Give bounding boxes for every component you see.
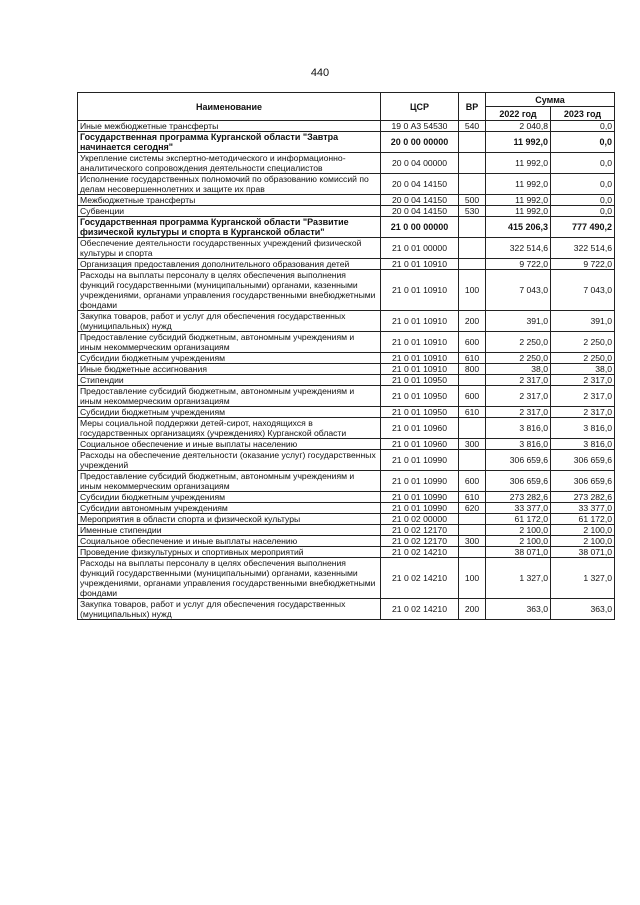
cell-vr: 530 bbox=[459, 206, 486, 217]
cell-vr: 600 bbox=[459, 332, 486, 353]
cell-csr: 21 0 01 10950 bbox=[381, 407, 459, 418]
cell-csr: 21 0 02 12170 bbox=[381, 525, 459, 536]
cell-2022: 306 659,6 bbox=[486, 450, 551, 471]
cell-2022: 38 071,0 bbox=[486, 547, 551, 558]
table-row bbox=[78, 492, 615, 503]
cell-2023: 2 317,0 bbox=[551, 386, 615, 407]
cell-vr: 610 bbox=[459, 407, 486, 418]
cell-csr: 21 0 01 10990 bbox=[381, 450, 459, 471]
cell-2022: 2 317,0 bbox=[486, 386, 551, 407]
cell-csr: 21 0 01 10960 bbox=[381, 439, 459, 450]
cell-name: Расходы на выплаты персоналу в целях обеспечения выполнения функций государственными (муниципальными) органами, казенными учреждениями, органами управления государственными внебюджетными фондами bbox=[78, 270, 381, 311]
header-year-2022: 2022 год bbox=[486, 107, 551, 121]
cell-vr: 620 bbox=[459, 503, 486, 514]
cell-csr: 21 0 02 14210 bbox=[381, 558, 459, 599]
cell-2022: 11 992,0 bbox=[486, 132, 551, 153]
table-row bbox=[78, 450, 615, 471]
cell-2023: 3 816,0 bbox=[551, 439, 615, 450]
cell-2023: 2 100,0 bbox=[551, 536, 615, 547]
cell-vr bbox=[459, 375, 486, 386]
table-header bbox=[78, 93, 615, 121]
cell-2022: 2 040,8 bbox=[486, 121, 551, 132]
cell-csr: 21 0 01 10910 bbox=[381, 353, 459, 364]
cell-csr: 20 0 04 14150 bbox=[381, 206, 459, 217]
table-row bbox=[78, 174, 615, 195]
cell-2023: 2 317,0 bbox=[551, 407, 615, 418]
cell-name: Закупка товаров, работ и услуг для обеспечения государственных (муниципальных) нужд bbox=[78, 311, 381, 332]
cell-2022: 363,0 bbox=[486, 599, 551, 620]
cell-2022: 2 250,0 bbox=[486, 332, 551, 353]
cell-csr: 21 0 02 14210 bbox=[381, 599, 459, 620]
table-row bbox=[78, 407, 615, 418]
cell-csr: 19 0 А3 54530 bbox=[381, 121, 459, 132]
cell-vr: 300 bbox=[459, 536, 486, 547]
cell-vr bbox=[459, 525, 486, 536]
cell-2023: 306 659,6 bbox=[551, 471, 615, 492]
cell-name: Государственная программа Курганской области "Развитие физической культуры и спорта в Курганской области" bbox=[78, 217, 381, 238]
table-row bbox=[78, 121, 615, 132]
cell-vr: 610 bbox=[459, 492, 486, 503]
cell-name: Расходы на обеспечение деятельности (оказание услуг) государственных учреждений bbox=[78, 450, 381, 471]
cell-vr: 800 bbox=[459, 364, 486, 375]
cell-2023: 61 172,0 bbox=[551, 514, 615, 525]
cell-2022: 3 816,0 bbox=[486, 439, 551, 450]
cell-name: Именные стипендии bbox=[78, 525, 381, 536]
cell-2022: 7 043,0 bbox=[486, 270, 551, 311]
table-row bbox=[78, 364, 615, 375]
cell-vr bbox=[459, 418, 486, 439]
table-row bbox=[78, 375, 615, 386]
cell-2023: 322 514,6 bbox=[551, 238, 615, 259]
cell-csr: 21 0 01 10910 bbox=[381, 270, 459, 311]
table-row bbox=[78, 386, 615, 407]
table-row bbox=[78, 332, 615, 353]
table-body bbox=[78, 121, 615, 620]
table-row bbox=[78, 471, 615, 492]
cell-csr: 21 0 01 10950 bbox=[381, 375, 459, 386]
cell-2022: 2 100,0 bbox=[486, 536, 551, 547]
cell-2023: 2 250,0 bbox=[551, 353, 615, 364]
cell-2022: 415 206,3 bbox=[486, 217, 551, 238]
header-csr: ЦСР bbox=[381, 93, 459, 121]
cell-vr bbox=[459, 238, 486, 259]
cell-csr: 21 0 01 10910 bbox=[381, 259, 459, 270]
cell-vr: 610 bbox=[459, 353, 486, 364]
budget-table bbox=[77, 92, 615, 620]
cell-csr: 20 0 04 14150 bbox=[381, 195, 459, 206]
cell-name: Иные бюджетные ассигнования bbox=[78, 364, 381, 375]
table-row bbox=[78, 514, 615, 525]
cell-csr: 21 0 01 10990 bbox=[381, 503, 459, 514]
cell-name: Иные межбюджетные трансферты bbox=[78, 121, 381, 132]
cell-2022: 322 514,6 bbox=[486, 238, 551, 259]
cell-2023: 1 327,0 bbox=[551, 558, 615, 599]
header-vr: ВР bbox=[459, 93, 486, 121]
cell-2022: 33 377,0 bbox=[486, 503, 551, 514]
cell-name: Укрепление системы экспертно-методического и информационно-аналитического сопровождения деятельности специалистов bbox=[78, 153, 381, 174]
cell-name: Меры социальной поддержки детей-сирот, находящихся в государственных организациях (учреждениях) Курганской области bbox=[78, 418, 381, 439]
cell-2023: 0,0 bbox=[551, 206, 615, 217]
cell-name: Расходы на выплаты персоналу в целях обеспечения выполнения функций государственными (муниципальными) органами, казенными учреждениями, органами управления государственными внебюджетными фондами bbox=[78, 558, 381, 599]
cell-csr: 20 0 00 00000 bbox=[381, 132, 459, 153]
cell-2022: 11 992,0 bbox=[486, 206, 551, 217]
table-row bbox=[78, 206, 615, 217]
cell-name: Организация предоставления дополнительного образования детей bbox=[78, 259, 381, 270]
table-row bbox=[78, 547, 615, 558]
cell-vr: 500 bbox=[459, 195, 486, 206]
cell-2023: 9 722,0 bbox=[551, 259, 615, 270]
table-row bbox=[78, 525, 615, 536]
cell-2023: 363,0 bbox=[551, 599, 615, 620]
cell-2023: 33 377,0 bbox=[551, 503, 615, 514]
cell-2022: 61 172,0 bbox=[486, 514, 551, 525]
cell-name: Стипендии bbox=[78, 375, 381, 386]
cell-csr: 21 0 01 10990 bbox=[381, 492, 459, 503]
cell-vr: 200 bbox=[459, 599, 486, 620]
header-name: Наименование bbox=[78, 93, 381, 121]
cell-csr: 21 0 02 00000 bbox=[381, 514, 459, 525]
cell-csr: 21 0 01 10910 bbox=[381, 311, 459, 332]
cell-name: Закупка товаров, работ и услуг для обеспечения государственных (муниципальных) нужд bbox=[78, 599, 381, 620]
cell-vr: 600 bbox=[459, 471, 486, 492]
cell-name: Мероприятия в области спорта и физической культуры bbox=[78, 514, 381, 525]
cell-name: Субсидии автономным учреждениям bbox=[78, 503, 381, 514]
table-row bbox=[78, 238, 615, 259]
cell-csr: 21 0 02 12170 bbox=[381, 536, 459, 547]
table-row bbox=[78, 558, 615, 599]
cell-2022: 2 250,0 bbox=[486, 353, 551, 364]
page-number: 440 bbox=[310, 67, 330, 79]
table-row bbox=[78, 599, 615, 620]
cell-2022: 11 992,0 bbox=[486, 153, 551, 174]
cell-vr: 300 bbox=[459, 439, 486, 450]
table-row bbox=[78, 195, 615, 206]
cell-csr: 21 0 01 10910 bbox=[381, 364, 459, 375]
table-row bbox=[78, 536, 615, 547]
header-year-2023: 2023 год bbox=[551, 107, 615, 121]
cell-2023: 2 250,0 bbox=[551, 332, 615, 353]
cell-2022: 2 317,0 bbox=[486, 407, 551, 418]
cell-2022: 391,0 bbox=[486, 311, 551, 332]
cell-2023: 7 043,0 bbox=[551, 270, 615, 311]
cell-vr bbox=[459, 450, 486, 471]
cell-vr bbox=[459, 132, 486, 153]
cell-csr: 21 0 01 10960 bbox=[381, 418, 459, 439]
cell-name: Субсидии бюджетным учреждениям bbox=[78, 407, 381, 418]
cell-name: Предоставление субсидий бюджетным, автономным учреждениям и иным некоммерческим организациям bbox=[78, 471, 381, 492]
cell-vr: 540 bbox=[459, 121, 486, 132]
cell-name: Предоставление субсидий бюджетным, автономным учреждениям и иным некоммерческим организациям bbox=[78, 386, 381, 407]
cell-2023: 0,0 bbox=[551, 132, 615, 153]
cell-2022: 11 992,0 bbox=[486, 174, 551, 195]
cell-vr: 100 bbox=[459, 270, 486, 311]
cell-name: Социальное обеспечение и иные выплаты населению bbox=[78, 536, 381, 547]
cell-2023: 38 071,0 bbox=[551, 547, 615, 558]
table-row bbox=[78, 353, 615, 364]
cell-2023: 38,0 bbox=[551, 364, 615, 375]
cell-2023: 2 100,0 bbox=[551, 525, 615, 536]
cell-2023: 777 490,2 bbox=[551, 217, 615, 238]
cell-2022: 306 659,6 bbox=[486, 471, 551, 492]
cell-name: Обеспечение деятельности государственных учреждений физической культуры и спорта bbox=[78, 238, 381, 259]
cell-vr: 100 bbox=[459, 558, 486, 599]
cell-name: Субсидии бюджетным учреждениям bbox=[78, 492, 381, 503]
cell-2023: 391,0 bbox=[551, 311, 615, 332]
cell-2023: 0,0 bbox=[551, 121, 615, 132]
cell-2022: 11 992,0 bbox=[486, 195, 551, 206]
cell-name: Предоставление субсидий бюджетным, автономным учреждениям и иным некоммерческим организациям bbox=[78, 332, 381, 353]
table-row bbox=[78, 418, 615, 439]
table-row bbox=[78, 311, 615, 332]
cell-csr: 21 0 01 10910 bbox=[381, 332, 459, 353]
table-row bbox=[78, 270, 615, 311]
cell-name: Государственная программа Курганской области "Завтра начинается сегодня" bbox=[78, 132, 381, 153]
table-row bbox=[78, 503, 615, 514]
cell-2022: 38,0 bbox=[486, 364, 551, 375]
cell-name: Социальное обеспечение и иные выплаты населению bbox=[78, 439, 381, 450]
cell-2023: 3 816,0 bbox=[551, 418, 615, 439]
cell-name: Проведение физкультурных и спортивных мероприятий bbox=[78, 547, 381, 558]
cell-vr: 600 bbox=[459, 386, 486, 407]
cell-2022: 9 722,0 bbox=[486, 259, 551, 270]
cell-csr: 21 0 01 10990 bbox=[381, 471, 459, 492]
cell-name: Субвенции bbox=[78, 206, 381, 217]
cell-2023: 273 282,6 bbox=[551, 492, 615, 503]
cell-csr: 20 0 04 00000 bbox=[381, 153, 459, 174]
cell-2022: 2 317,0 bbox=[486, 375, 551, 386]
cell-2022: 3 816,0 bbox=[486, 418, 551, 439]
cell-2023: 0,0 bbox=[551, 174, 615, 195]
cell-2023: 2 317,0 bbox=[551, 375, 615, 386]
cell-csr: 21 0 01 00000 bbox=[381, 238, 459, 259]
cell-vr bbox=[459, 174, 486, 195]
header-sum: Сумма bbox=[486, 93, 615, 107]
cell-csr: 21 0 01 10950 bbox=[381, 386, 459, 407]
cell-2022: 2 100,0 bbox=[486, 525, 551, 536]
cell-vr bbox=[459, 217, 486, 238]
cell-csr: 21 0 00 00000 bbox=[381, 217, 459, 238]
table-row bbox=[78, 259, 615, 270]
cell-vr bbox=[459, 547, 486, 558]
table-row bbox=[78, 439, 615, 450]
cell-2023: 306 659,6 bbox=[551, 450, 615, 471]
table-row bbox=[78, 132, 615, 153]
cell-vr bbox=[459, 514, 486, 525]
cell-2022: 273 282,6 bbox=[486, 492, 551, 503]
cell-csr: 20 0 04 14150 bbox=[381, 174, 459, 195]
cell-name: Исполнение государственных полномочий по образованию комиссий по делам несовершеннолетних и защите их прав bbox=[78, 174, 381, 195]
cell-name: Субсидии бюджетным учреждениям bbox=[78, 353, 381, 364]
cell-name: Межбюджетные трансферты bbox=[78, 195, 381, 206]
cell-vr: 200 bbox=[459, 311, 486, 332]
cell-vr bbox=[459, 259, 486, 270]
cell-vr bbox=[459, 153, 486, 174]
cell-2023: 0,0 bbox=[551, 153, 615, 174]
table-row bbox=[78, 217, 615, 238]
table-row bbox=[78, 153, 615, 174]
cell-2022: 1 327,0 bbox=[486, 558, 551, 599]
cell-2023: 0,0 bbox=[551, 195, 615, 206]
cell-csr: 21 0 02 14210 bbox=[381, 547, 459, 558]
